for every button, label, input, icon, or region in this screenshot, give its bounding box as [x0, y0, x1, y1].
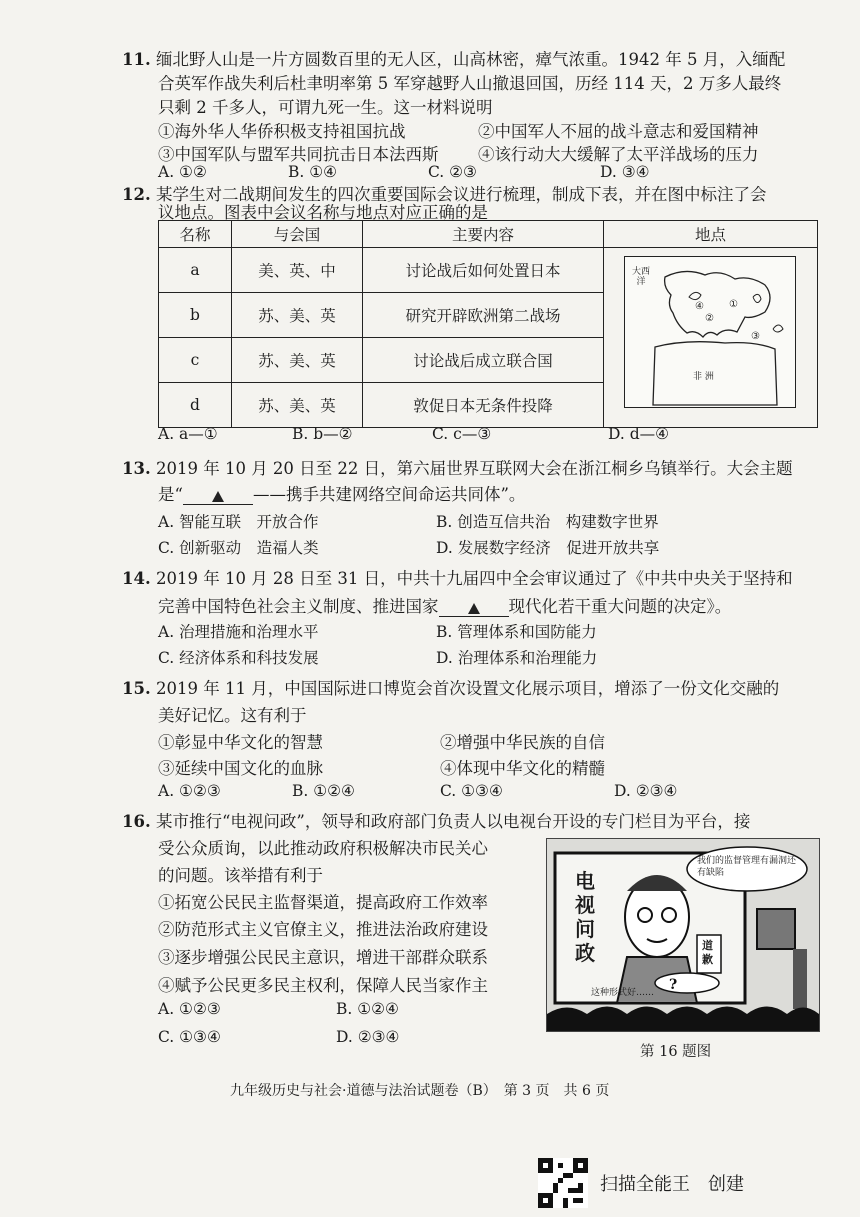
q11-line1 — [122, 46, 785, 70]
scanner-watermark: 扫描全能王 创建 — [600, 1174, 744, 1195]
q15-line2: 美好记忆。这有利于 — [158, 706, 307, 725]
q13-line2-post: ——携手共建网络空间命运共同体”。 — [252, 485, 526, 504]
q16-line2: 受公众质询，以此推动政府积极解决市民关心 — [158, 839, 488, 858]
row-c-content: 讨论战后成立联合国 — [363, 338, 604, 383]
q12-line2: 议地点。图表中会议名称与地点对应正确的是 — [158, 203, 488, 222]
th-countries: 与会国 — [232, 221, 363, 248]
q15-option-b: B. ①②④ — [292, 782, 355, 800]
q16-caption: 第 16 题图 — [640, 1044, 712, 1060]
q14-line2 — [158, 593, 731, 617]
q13-line1 — [122, 455, 793, 479]
row-a-countries: 美、英、中 — [232, 248, 363, 293]
q11-line3: 只剩 2 千多人，可谓九死一生。这一材料说明 — [158, 98, 493, 117]
map-marker-4: ④ — [695, 301, 704, 312]
q16-statement-3: ③逐步增强公民民主意识，增进干部群众联系 — [158, 948, 488, 967]
q11-statement-4: ④该行动大大缓解了太平洋战场的压力 — [478, 145, 759, 164]
q14-line2-post: 现代化若干重大问题的决定》。 — [508, 597, 732, 616]
q15-statement-2: ②增强中华民族的自信 — [440, 733, 605, 752]
q12-number: 12. — [122, 185, 151, 204]
q14-line1 — [122, 565, 793, 589]
th-name: 名称 — [159, 221, 232, 248]
q13-option-b: B. 创造互信共治 构建数字世界 — [436, 513, 659, 531]
map-marker-1: ① — [729, 299, 738, 310]
row-b-content: 研究开辟欧洲第二战场 — [363, 293, 604, 338]
q11-statement-1: ①海外华人华侨积极支持祖国抗战 — [158, 122, 406, 141]
q13-blank — [183, 486, 253, 505]
qr-code-icon — [538, 1158, 588, 1208]
q14-option-c: C. 经济体系和科技发展 — [158, 649, 319, 667]
row-a-content: 讨论战后如何处置日本 — [363, 248, 604, 293]
q12-option-d: D. d—④ — [608, 425, 670, 443]
q11-option-a: A. ①② — [158, 163, 207, 181]
q16-option-c: C. ①③④ — [158, 1028, 221, 1046]
q16-line1 — [122, 808, 750, 832]
th-content: 主要内容 — [363, 221, 604, 248]
q13-option-d: D. 发展数字经济 促进开放共享 — [436, 539, 660, 557]
q16-line3: 的问题。该举措有利于 — [158, 866, 323, 885]
q16-statement-1: ①拓宽公民民主监督渠道，提高政府工作效率 — [158, 893, 488, 912]
q16-cartoon — [546, 838, 820, 1032]
q15-option-d: D. ②③④ — [614, 782, 678, 800]
cartoon-card: 道歉 — [702, 939, 713, 966]
row-a-name: a — [159, 248, 232, 293]
q15-statement-1: ①彰显中华文化的智慧 — [158, 733, 323, 752]
q11-number: 11. — [122, 50, 151, 69]
q13-option-c: C. 创新驱动 造福人类 — [158, 539, 319, 557]
q15-option-c: C. ①③④ — [440, 782, 503, 800]
q15-option-a: A. ①②③ — [158, 782, 221, 800]
q11-text1: 缅北野人山是一片方圆数百里的无人区，山高林密，瘴气浓重。1942 年 5 月，入缅配 — [155, 50, 786, 69]
q14-blank — [439, 598, 509, 617]
triangle-icon — [468, 603, 480, 614]
q11-statement-3: ③中国军队与盟军共同抗击日本法西斯 — [158, 145, 439, 164]
q16-number: 16. — [122, 812, 151, 831]
q11-option-d: D. ③④ — [600, 163, 650, 181]
q11-option-c: C. ②③ — [428, 163, 477, 181]
row-d-content: 敦促日本无条件投降 — [363, 383, 604, 428]
q15-number: 15. — [122, 679, 151, 698]
europe-africa-map — [624, 256, 796, 408]
q11-statement-2: ②中国军人不屈的战斗意志和爱国精神 — [478, 122, 759, 141]
cartoon-sign: 电视问政 — [575, 869, 595, 965]
q15-statement-3: ③延续中国文化的血脉 — [158, 759, 323, 778]
q14-option-b: B. 管理体系和国防能力 — [436, 623, 597, 641]
q15-text1: 2019 年 11 月，中国国际进口博览会首次设置文化展示项目，增添了一份文化交融的 — [155, 679, 780, 698]
q14-text1: 2019 年 10 月 28 日至 31 日，中共十九届四中全会审议通过了《中共中央关于坚持和 — [155, 569, 793, 588]
map-marker-3: ③ — [751, 331, 760, 342]
map-cell — [604, 248, 818, 428]
q14-line2-pre: 完善中国特色社会主义制度、推进国家 — [158, 597, 439, 616]
q14-option-d: D. 治理体系和治理能力 — [436, 649, 598, 667]
q16-text1: 某市推行“电视问政”，领导和政府部门负责人以电视台开设的专门栏目为平台，接 — [155, 812, 751, 831]
cartoon-speech: 这种形式好…… — [591, 988, 655, 998]
q16-option-a: A. ①②③ — [158, 1000, 221, 1018]
q12-option-b: B. b—② — [292, 425, 353, 443]
map-label-africa: 非 洲 — [693, 372, 714, 382]
q11-line2: 合英军作战失利后杜聿明率第 5 军穿越野人山撤退回国，历经 114 天，2 万多人最终 — [158, 74, 782, 93]
row-b-countries: 苏、美、英 — [232, 293, 363, 338]
row-d-name: d — [159, 383, 232, 428]
q13-number: 13. — [122, 459, 151, 478]
conference-table — [158, 220, 818, 428]
cartoon-bubble: 我们的监督管理有漏洞还有缺陷 — [697, 856, 797, 878]
q12-text1: 某学生对二战期间发生的四次重要国际会议进行梳理，制成下表，并在图中标注了会 — [155, 185, 767, 204]
q16-statement-2: ②防范形式主义官僚主义，推进法治政府建设 — [158, 920, 488, 939]
q12-option-a: A. a—① — [158, 425, 218, 443]
q14-option-a: A. 治理措施和治理水平 — [158, 623, 319, 641]
q13-line2 — [158, 481, 525, 505]
row-b-name: b — [159, 293, 232, 338]
row-c-countries: 苏、美、英 — [232, 338, 363, 383]
q13-text1: 2019 年 10 月 20 日至 22 日，第六届世界互联网大会在浙江桐乡乌镇举行。大会主题 — [155, 459, 793, 478]
row-d-countries: 苏、美、英 — [232, 383, 363, 428]
map-marker-2: ② — [705, 313, 714, 324]
q13-option-a: A. 智能互联 开放合作 — [158, 513, 319, 531]
q12-option-c: C. c—③ — [432, 425, 492, 443]
q16-statement-4: ④赋予公民更多民主权利，保障人民当家作主 — [158, 976, 488, 995]
q14-number: 14. — [122, 569, 151, 588]
q15-statement-4: ④体现中华文化的精髓 — [440, 759, 605, 778]
row-c-name: c — [159, 338, 232, 383]
svg-text:?: ? — [669, 977, 678, 993]
q16-option-d: D. ②③④ — [336, 1028, 400, 1046]
th-location: 地点 — [604, 221, 818, 248]
map-label-ocean: 大西洋 — [631, 267, 650, 287]
q11-option-b: B. ①④ — [288, 163, 338, 181]
triangle-icon — [212, 491, 224, 502]
q16-option-b: B. ①②④ — [336, 1000, 399, 1018]
page-footer: 九年级历史与社会·道德与法治试题卷（B） 第 3 页 共 6 页 — [230, 1083, 610, 1099]
q13-line2-pre: 是“ — [158, 485, 183, 504]
q15-line1 — [122, 675, 779, 699]
